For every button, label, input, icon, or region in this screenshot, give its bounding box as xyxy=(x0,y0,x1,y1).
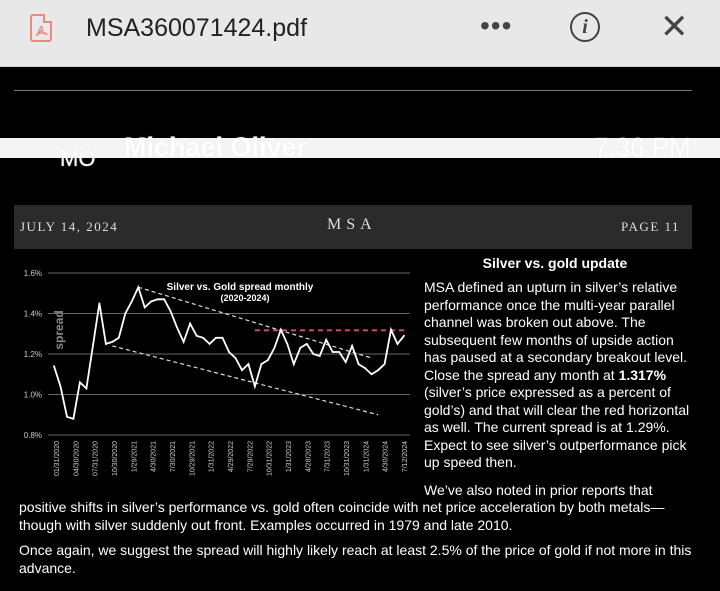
close-icon[interactable]: ✕ xyxy=(660,8,689,46)
pdf-file-icon xyxy=(30,14,52,42)
x-tick-label: 10/30/2020 xyxy=(112,441,119,477)
data-point xyxy=(137,286,139,288)
data-point xyxy=(131,300,133,302)
data-point xyxy=(53,365,55,367)
data-point xyxy=(118,337,120,339)
data-point xyxy=(183,341,185,343)
data-point xyxy=(286,343,288,345)
data-point xyxy=(124,313,126,315)
chart-ylabel: spread xyxy=(52,310,66,350)
data-point xyxy=(306,343,308,345)
data-point xyxy=(196,335,198,337)
article-paragraph-4: Once again, we suggest the spread will highly likely reach at least 2.5% of the price of gold if not more in this advance. xyxy=(19,542,692,576)
data-point xyxy=(235,357,237,359)
x-tick-label: 10/31/2022 xyxy=(266,441,274,477)
data-point xyxy=(215,337,217,339)
data-point xyxy=(293,363,295,365)
data-point xyxy=(105,343,107,345)
data-point xyxy=(273,347,275,349)
document-title: MSA360071424.pdf xyxy=(86,14,308,42)
article-paragraph-3: positive shifts in silver’s performance vs. gold often coincide with net price acceleration by both metals—though with silver suddenly out front. Examples occurred in 1979 and late 2010. xyxy=(19,499,665,533)
data-point xyxy=(364,367,366,369)
data-point xyxy=(319,355,321,357)
data-point xyxy=(312,353,314,355)
x-tick-label: 7/12/2024 xyxy=(402,441,409,473)
data-point xyxy=(209,343,211,345)
y-tick-label: 1.0% xyxy=(23,390,42,400)
y-tick-label: 0.8% xyxy=(23,431,42,440)
data-point xyxy=(377,369,379,371)
viewer-toolbar xyxy=(0,0,720,67)
x-tick-label: 1/31/2023 xyxy=(286,441,293,473)
data-point xyxy=(92,345,94,347)
article-paragraph-2: We’ve also noted in prior reports that xyxy=(424,482,653,498)
paragraph-1-text-a: MSA defined an upturn in silver’s relative performance once the multi-year parallel channel was broken out above. The subsequent few months of upside action has paused at a secondary breakout level. Close the spread any month at xyxy=(424,279,688,383)
header-page-number: PAGE 11 xyxy=(621,219,681,234)
x-tick-label: 4/28/2023 xyxy=(305,441,313,473)
notification-overlay-strip xyxy=(0,132,720,171)
header-date: JULY 14, 2024 xyxy=(20,219,119,234)
article-title: Silver vs. gold update xyxy=(482,255,628,271)
data-point xyxy=(371,373,373,375)
data-point xyxy=(299,347,301,349)
data-point xyxy=(163,298,165,300)
x-tick-label: 10/29/2021 xyxy=(189,441,197,477)
data-point xyxy=(397,343,399,345)
x-tick-label: 10/31/2023 xyxy=(344,441,351,477)
y-tick-label: 1.2% xyxy=(23,350,42,359)
paragraph-1-bold-level: 1.317% xyxy=(618,366,667,383)
data-point xyxy=(98,302,100,304)
data-point xyxy=(261,363,263,365)
data-point xyxy=(73,418,75,420)
data-point xyxy=(150,300,152,302)
data-point xyxy=(248,363,250,365)
page-divider xyxy=(14,90,692,91)
overlay-initials: MO xyxy=(60,146,96,171)
x-tick-label: 4/29/2022 xyxy=(228,441,235,473)
spread-series-line xyxy=(54,287,404,419)
header-brand: MSA xyxy=(327,216,377,233)
x-tick-label: 07/31/2020 xyxy=(92,441,100,477)
info-icon[interactable]: i xyxy=(570,12,600,42)
x-tick-label: 7/31/2023 xyxy=(324,441,332,473)
data-point xyxy=(144,307,146,309)
document-header xyxy=(14,205,692,249)
data-point xyxy=(332,351,334,353)
data-point xyxy=(338,351,340,353)
x-tick-label: 4/30/2024 xyxy=(382,441,390,473)
chart-subtitle: (2020-2024) xyxy=(220,293,270,303)
data-point xyxy=(345,361,347,363)
x-tick-label: 4/30/2021 xyxy=(150,441,158,473)
data-point xyxy=(66,416,68,418)
x-tick-label: 7/30/2021 xyxy=(170,441,177,473)
data-point xyxy=(176,327,178,329)
paragraph-1-text-b: (silver’s price expressed as a percent of gold’s) and that will clear the red horizontal as well. The current spread is at 1.29%. Expect to see silver’s outperformance pick up speed then. xyxy=(424,384,690,470)
data-point xyxy=(157,298,159,300)
x-tick-label: 7/29/2022 xyxy=(247,441,255,473)
data-point xyxy=(79,381,81,383)
data-point xyxy=(267,359,269,361)
x-tick-label: 01/31/2020 xyxy=(54,441,61,477)
data-point xyxy=(254,386,256,388)
overlay-time: 7:36 PM xyxy=(594,132,691,162)
data-point xyxy=(228,351,230,353)
chart-title: Silver vs. Gold spread monthly xyxy=(166,282,314,293)
data-point xyxy=(202,337,204,339)
x-tick-label: 1/31/2024 xyxy=(363,441,371,473)
x-tick-label: 1/31/2022 xyxy=(208,441,216,473)
data-point xyxy=(60,386,62,388)
y-tick-label: 1.6% xyxy=(23,269,42,278)
data-point xyxy=(111,341,113,343)
data-point xyxy=(222,337,224,339)
more-options-icon[interactable]: ••• xyxy=(480,10,513,41)
x-tick-label: 04/30/2020 xyxy=(73,441,81,477)
data-point xyxy=(86,388,88,390)
data-point xyxy=(403,335,405,337)
data-point xyxy=(325,339,327,341)
data-point xyxy=(280,329,282,331)
data-point xyxy=(384,363,386,365)
y-tick-label: 1.4% xyxy=(23,309,42,319)
overlay-sender-name: Michael Oliver xyxy=(124,132,308,162)
x-tick-label: 1/29/2021 xyxy=(131,441,139,473)
data-point xyxy=(241,369,243,371)
trendline-lower xyxy=(112,346,378,415)
article-paragraph-1 xyxy=(424,279,690,472)
data-point xyxy=(390,329,392,331)
data-point xyxy=(358,363,360,365)
data-point xyxy=(170,311,172,313)
spread-chart xyxy=(14,262,414,484)
data-point xyxy=(189,323,191,325)
data-point xyxy=(351,345,353,347)
